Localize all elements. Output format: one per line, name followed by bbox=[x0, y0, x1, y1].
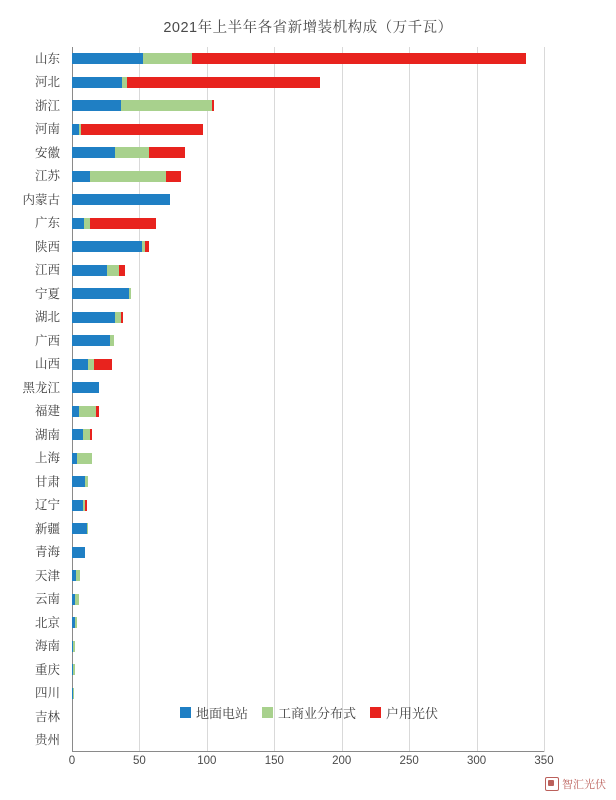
bar-row bbox=[72, 523, 544, 534]
bar-segment bbox=[90, 171, 167, 182]
bar-row bbox=[72, 241, 544, 252]
bar-row bbox=[72, 265, 544, 276]
bar-row bbox=[72, 594, 544, 605]
y-tick-label: 山东 bbox=[34, 51, 60, 66]
bar-segment bbox=[72, 265, 107, 276]
bar-segment bbox=[72, 476, 85, 487]
bar-segment bbox=[72, 429, 83, 440]
bar-segment bbox=[76, 570, 80, 581]
bar-segment bbox=[72, 218, 84, 229]
y-tick-label: 江苏 bbox=[34, 169, 60, 184]
bar-segment bbox=[115, 147, 149, 158]
bar-row bbox=[72, 570, 544, 581]
bar-segment bbox=[72, 382, 99, 393]
y-tick-label: 湖南 bbox=[34, 427, 60, 442]
bar-segment bbox=[72, 547, 85, 558]
y-tick-label: 四川 bbox=[34, 686, 60, 701]
bar-row bbox=[72, 124, 544, 135]
y-tick-label: 广西 bbox=[34, 333, 60, 348]
bar-row bbox=[72, 617, 544, 628]
bar-segment bbox=[73, 641, 74, 652]
x-tick-label: 0 bbox=[68, 755, 76, 767]
bar-row bbox=[72, 641, 544, 652]
bar-segment bbox=[72, 312, 115, 323]
bar-row bbox=[72, 335, 544, 346]
y-tick-label: 贵州 bbox=[34, 733, 60, 748]
bar-segment bbox=[72, 77, 122, 88]
watermark-label: 智汇光伏 bbox=[562, 779, 606, 791]
bar-row bbox=[72, 147, 544, 158]
y-tick-label: 重庆 bbox=[34, 662, 60, 677]
y-tick-label: 江西 bbox=[34, 263, 60, 278]
bar-row bbox=[72, 100, 544, 111]
y-tick-label: 辽宁 bbox=[34, 498, 60, 513]
bar-row bbox=[72, 53, 544, 64]
plot-area bbox=[72, 47, 544, 752]
bar-segment bbox=[85, 476, 88, 487]
bar-segment bbox=[129, 288, 132, 299]
y-tick-label: 浙江 bbox=[34, 98, 60, 113]
x-tick-label: 250 bbox=[399, 755, 419, 767]
bar-row bbox=[72, 171, 544, 182]
legend-item[interactable] bbox=[370, 703, 438, 722]
bar-segment bbox=[72, 406, 79, 417]
y-tick-label: 宁夏 bbox=[34, 286, 60, 301]
bar-segment bbox=[96, 406, 99, 417]
bar-row bbox=[72, 359, 544, 370]
y-tick-label: 山西 bbox=[34, 357, 60, 372]
legend-label: 户用光伏 bbox=[386, 706, 439, 721]
bar-segment bbox=[107, 265, 119, 276]
y-tick-label: 湖北 bbox=[34, 310, 60, 325]
y-tick-label: 吉林 bbox=[34, 709, 60, 724]
bar-segment bbox=[212, 100, 213, 111]
bar-row bbox=[72, 406, 544, 417]
y-tick-label: 天津 bbox=[34, 568, 60, 583]
bar-segment bbox=[72, 147, 115, 158]
bar-segment bbox=[75, 594, 79, 605]
bar-segment bbox=[94, 359, 113, 370]
legend-label: 地面电站 bbox=[196, 706, 249, 721]
bar-series-group bbox=[72, 47, 544, 752]
bar-row bbox=[72, 453, 544, 464]
bar-row bbox=[72, 218, 544, 229]
legend-label: 工商业分布式 bbox=[278, 706, 357, 721]
bar-segment bbox=[87, 523, 88, 534]
y-tick-label: 青海 bbox=[34, 545, 60, 560]
bar-segment bbox=[73, 688, 74, 699]
bar-segment bbox=[72, 124, 79, 135]
gridline bbox=[544, 47, 545, 752]
bar-segment bbox=[83, 429, 90, 440]
bar-segment bbox=[119, 265, 124, 276]
bar-row bbox=[72, 664, 544, 675]
y-tick-label: 福建 bbox=[34, 404, 60, 419]
y-tick-label: 甘肃 bbox=[34, 474, 60, 489]
y-tick-label: 河北 bbox=[34, 75, 60, 90]
bar-segment bbox=[127, 77, 320, 88]
bar-segment bbox=[72, 194, 170, 205]
bar-segment bbox=[75, 617, 78, 628]
x-tick-label: 50 bbox=[133, 755, 146, 767]
bar-segment bbox=[72, 53, 143, 64]
x-tick-label: 350 bbox=[534, 755, 554, 767]
bar-segment bbox=[166, 171, 181, 182]
bar-segment bbox=[72, 359, 88, 370]
legend-item[interactable] bbox=[262, 703, 356, 722]
watermark-logo-icon bbox=[545, 777, 559, 791]
legend-swatch-icon bbox=[180, 707, 191, 718]
bar-segment bbox=[77, 453, 92, 464]
bar-segment bbox=[145, 241, 149, 252]
bar-segment bbox=[143, 53, 192, 64]
x-tick-label: 100 bbox=[197, 755, 217, 767]
y-tick-label: 河南 bbox=[34, 122, 60, 137]
bar-segment bbox=[85, 500, 86, 511]
x-axis-tick-labels bbox=[68, 752, 554, 772]
bar-row bbox=[72, 547, 544, 558]
bar-row bbox=[72, 429, 544, 440]
bar-segment bbox=[72, 171, 90, 182]
watermark bbox=[545, 776, 606, 792]
y-tick-label: 云南 bbox=[34, 592, 60, 607]
y-tick-label: 广东 bbox=[34, 216, 60, 231]
x-tick-label: 200 bbox=[332, 755, 352, 767]
bar-row bbox=[72, 688, 544, 699]
bar-row bbox=[72, 735, 544, 746]
bar-segment bbox=[149, 147, 185, 158]
bar-segment bbox=[81, 124, 202, 135]
chart-legend bbox=[180, 703, 438, 722]
bar-segment bbox=[72, 288, 129, 299]
bar-row bbox=[72, 382, 544, 393]
y-tick-label: 海南 bbox=[34, 639, 60, 654]
legend-item[interactable] bbox=[180, 703, 248, 722]
bar-segment bbox=[79, 406, 97, 417]
y-axis-category-labels bbox=[0, 47, 66, 752]
bar-row bbox=[72, 194, 544, 205]
x-tick-label: 150 bbox=[264, 755, 284, 767]
bar-segment bbox=[121, 100, 213, 111]
bar-segment bbox=[72, 523, 87, 534]
bar-segment bbox=[72, 335, 110, 346]
chart-title: 2021年上半年各省新增装机构成（万千瓦） bbox=[163, 20, 453, 36]
bar-row bbox=[72, 500, 544, 511]
y-tick-label: 安徽 bbox=[34, 145, 60, 160]
y-tick-label: 陕西 bbox=[34, 239, 60, 254]
y-tick-label: 北京 bbox=[34, 615, 60, 630]
legend-swatch-icon bbox=[370, 707, 381, 718]
bar-row bbox=[72, 476, 544, 487]
legend-swatch-icon bbox=[262, 707, 273, 718]
y-tick-label: 内蒙古 bbox=[22, 192, 60, 207]
y-tick-label: 上海 bbox=[34, 451, 60, 466]
bar-row bbox=[72, 288, 544, 299]
bar-segment bbox=[110, 335, 114, 346]
bar-segment bbox=[192, 53, 526, 64]
bar-row bbox=[72, 77, 544, 88]
bar-row bbox=[72, 312, 544, 323]
bar-segment bbox=[72, 100, 121, 111]
x-tick-label: 300 bbox=[466, 755, 487, 767]
y-tick-label: 黑龙江 bbox=[22, 380, 60, 395]
bar-segment bbox=[73, 664, 74, 675]
y-tick-label: 新疆 bbox=[34, 521, 60, 536]
bar-segment bbox=[72, 241, 142, 252]
bar-segment bbox=[72, 500, 83, 511]
bar-segment bbox=[90, 218, 156, 229]
bar-segment bbox=[121, 312, 124, 323]
bar-segment bbox=[90, 429, 93, 440]
